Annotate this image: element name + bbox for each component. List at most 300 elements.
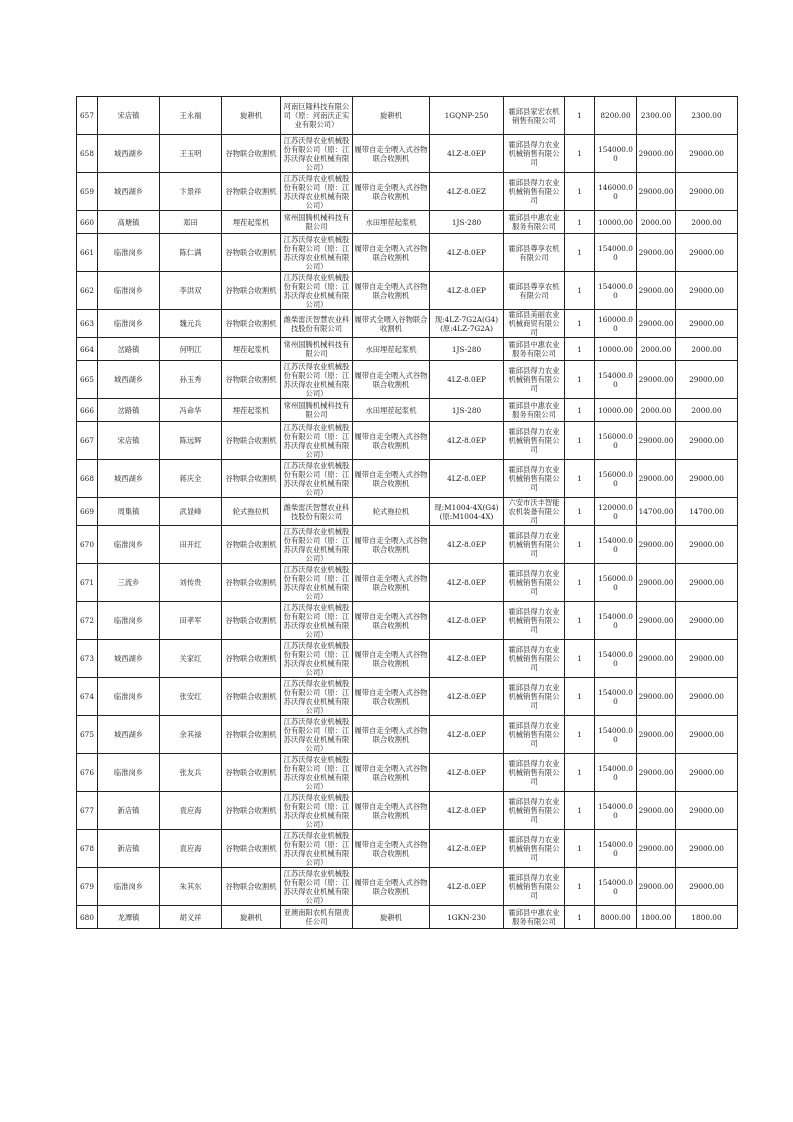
model-cell: 4LZ-8.0EP [430,526,504,564]
quantity-cell: 1 [565,310,595,338]
total-subsidy-cell: 29000.00 [676,135,738,173]
machine-category-cell: 谷物联合收割机 [222,310,281,338]
manufacturer-cell: 江苏沃得农业机械股份有限公司（原：江苏沃得农业机械有限公司） [281,868,353,906]
table-row [77,173,738,211]
row-number-cell: 673 [77,640,98,678]
table-row [77,640,738,678]
quantity-cell: 1 [565,135,595,173]
machine-category-cell: 谷物联合收割机 [222,361,281,399]
model-cell: 4LZ-8.0EP [430,422,504,460]
dealer-cell: 霍邱县得力农业机械销售有限公司 [504,526,565,564]
manufacturer-cell: 潍柴雷沃智慧农业科技股份有限公司 [281,310,353,338]
dealer-cell: 六安市沃丰智能农机装备有限公司 [504,498,565,526]
product-name-cell: 旋耕机 [353,906,430,929]
model-cell: 4LZ-8.0EP [430,460,504,498]
table-row [77,272,738,310]
product-name-cell: 履带自走全喂入式谷物联合收割机 [353,422,430,460]
unit-subsidy-cell: 14700.00 [637,498,676,526]
product-name-cell: 履带自走全喂入式谷物联合收割机 [353,868,430,906]
quantity-cell: 1 [565,868,595,906]
sale-price-cell: 154000.00 [595,830,637,868]
town-cell: 宋店镇 [98,97,160,135]
dealer-cell: 霍邱县得力农业机械销售有限公司 [504,422,565,460]
model-cell: 4LZ-8.0EP [430,272,504,310]
row-number-cell: 658 [77,135,98,173]
town-cell: 新店镇 [98,792,160,830]
town-cell: 城西湖乡 [98,716,160,754]
model-cell: 1JS-280 [430,399,504,422]
unit-subsidy-cell: 29000.00 [637,602,676,640]
unit-subsidy-cell: 2000.00 [637,211,676,234]
product-name-cell: 履带自走全喂入式谷物联合收割机 [353,526,430,564]
manufacturer-cell: 江苏沃得农业机械股份有限公司（原：江苏沃得农业机械有限公司） [281,526,353,564]
quantity-cell: 1 [565,830,595,868]
manufacturer-cell: 江苏沃得农业机械股份有限公司（原：江苏沃得农业机械有限公司） [281,135,353,173]
model-cell: 4LZ-8.0EP [430,716,504,754]
town-cell: 临淮岗乡 [98,272,160,310]
total-subsidy-cell: 29000.00 [676,460,738,498]
dealer-cell: 霍邱县得力农业机械销售有限公司 [504,361,565,399]
manufacturer-cell: 江苏沃得农业机械股份有限公司（原：江苏沃得农业机械有限公司） [281,173,353,211]
sale-price-cell: 156000.00 [595,460,637,498]
quantity-cell: 1 [565,211,595,234]
town-cell: 临淮岗乡 [98,310,160,338]
town-cell: 宋店镇 [98,422,160,460]
farmer-name-cell: 袁应海 [160,830,222,868]
town-cell: 城西湖乡 [98,460,160,498]
table-row [77,792,738,830]
sale-price-cell: 154000.00 [595,678,637,716]
farmer-name-cell: 张安红 [160,678,222,716]
row-number-cell: 671 [77,564,98,602]
model-cell: 4LZ-8.0EP [430,234,504,272]
town-cell: 高塘镇 [98,211,160,234]
dealer-cell: 霍邱县得力农业机械销售有限公司 [504,716,565,754]
quantity-cell: 1 [565,97,595,135]
machine-category-cell: 埋茬起浆机 [222,399,281,422]
sale-price-cell: 156000.00 [595,422,637,460]
machine-category-cell: 谷物联合收割机 [222,272,281,310]
quantity-cell: 1 [565,640,595,678]
unit-subsidy-cell: 29000.00 [637,310,676,338]
machine-category-cell: 埋茬起浆机 [222,338,281,361]
manufacturer-cell: 江苏沃得农业机械股份有限公司（原：江苏沃得农业机械有限公司） [281,422,353,460]
row-number-cell: 678 [77,830,98,868]
machine-category-cell: 谷物联合收割机 [222,716,281,754]
row-number-cell: 661 [77,234,98,272]
table-row [77,399,738,422]
manufacturer-cell: 江苏沃得农业机械股份有限公司（原：江苏沃得农业机械有限公司） [281,678,353,716]
town-cell: 城西湖乡 [98,135,160,173]
model-cell: 4LZ-8.0EP [430,640,504,678]
product-name-cell: 水田埋茬起浆机 [353,338,430,361]
model-cell: 1GKN-230 [430,906,504,929]
row-number-cell: 672 [77,602,98,640]
machine-category-cell: 谷物联合收割机 [222,792,281,830]
unit-subsidy-cell: 29000.00 [637,678,676,716]
total-subsidy-cell: 29000.00 [676,173,738,211]
product-name-cell: 履带自走全喂入式谷物联合收割机 [353,754,430,792]
unit-subsidy-cell: 29000.00 [637,754,676,792]
quantity-cell: 1 [565,173,595,211]
total-subsidy-cell: 29000.00 [676,564,738,602]
product-name-cell: 轮式拖拉机 [353,498,430,526]
farmer-name-cell: 张友兵 [160,754,222,792]
sale-price-cell: 10000.00 [595,211,637,234]
manufacturer-cell: 江苏沃得农业机械股份有限公司（原：江苏沃得农业机械有限公司） [281,272,353,310]
product-name-cell: 履带自走全喂入式谷物联合收割机 [353,792,430,830]
sale-price-cell: 8000.00 [595,906,637,929]
unit-subsidy-cell: 29000.00 [637,564,676,602]
row-number-cell: 662 [77,272,98,310]
table-row [77,498,738,526]
model-cell: 现:M1004-4X(G4)(原:M1004-4X) [430,498,504,526]
sale-price-cell: 154000.00 [595,526,637,564]
unit-subsidy-cell: 29000.00 [637,830,676,868]
machine-category-cell: 谷物联合收割机 [222,526,281,564]
model-cell: 4LZ-8.0EP [430,564,504,602]
sale-price-cell: 154000.00 [595,234,637,272]
machine-category-cell: 谷物联合收割机 [222,173,281,211]
quantity-cell: 1 [565,361,595,399]
total-subsidy-cell: 29000.00 [676,602,738,640]
total-subsidy-cell: 14700.00 [676,498,738,526]
dealer-cell: 霍邱县得力农业机械销售有限公司 [504,564,565,602]
row-number-cell: 674 [77,678,98,716]
table-row [77,310,738,338]
total-subsidy-cell: 2000.00 [676,338,738,361]
farmer-name-cell: 胡义祥 [160,906,222,929]
row-number-cell: 676 [77,754,98,792]
model-cell: 1GQNP-250 [430,97,504,135]
sale-price-cell: 160000.00 [595,310,637,338]
quantity-cell: 1 [565,460,595,498]
machine-category-cell: 谷物联合收割机 [222,754,281,792]
dealer-cell: 霍邱县得力农业机械销售有限公司 [504,460,565,498]
machine-category-cell: 旋耕机 [222,97,281,135]
unit-subsidy-cell: 29000.00 [637,234,676,272]
table-row [77,564,738,602]
table-row [77,830,738,868]
quantity-cell: 1 [565,399,595,422]
farmer-name-cell: 李洪双 [160,272,222,310]
product-name-cell: 履带自走全喂入式谷物联合收割机 [353,716,430,754]
row-number-cell: 670 [77,526,98,564]
manufacturer-cell: 江苏沃得农业机械股份有限公司（原：江苏沃得农业机械有限公司） [281,754,353,792]
dealer-cell: 霍邱县得力农业机械销售有限公司 [504,868,565,906]
table-row [77,602,738,640]
town-cell: 城西湖乡 [98,173,160,211]
total-subsidy-cell: 29000.00 [676,678,738,716]
dealer-cell: 霍邱县得力农业机械销售有限公司 [504,135,565,173]
table-row [77,716,738,754]
town-cell: 临淮岗乡 [98,234,160,272]
unit-subsidy-cell: 29000.00 [637,868,676,906]
total-subsidy-cell: 29000.00 [676,272,738,310]
quantity-cell: 1 [565,678,595,716]
farmer-name-cell: 陈仁满 [160,234,222,272]
table-row [77,361,738,399]
row-number-cell: 663 [77,310,98,338]
product-name-cell: 履带式全喂入谷物联合收割机 [353,310,430,338]
total-subsidy-cell: 2000.00 [676,211,738,234]
dealer-cell: 霍邱县尊享农机有限公司 [504,272,565,310]
farmer-name-cell: 田孝军 [160,602,222,640]
town-cell: 城西湖乡 [98,640,160,678]
total-subsidy-cell: 29000.00 [676,716,738,754]
sale-price-cell: 154000.00 [595,640,637,678]
town-cell: 三流乡 [98,564,160,602]
farmer-name-cell: 蒋庆全 [160,460,222,498]
total-subsidy-cell: 29000.00 [676,310,738,338]
model-cell: 1JS-280 [430,338,504,361]
model-cell: 现:4LZ-7G2A(G4)(原:4LZ-7G2A) [430,310,504,338]
machine-category-cell: 谷物联合收割机 [222,602,281,640]
sale-price-cell: 154000.00 [595,272,637,310]
product-name-cell: 履带自走全喂入式谷物联合收割机 [353,361,430,399]
product-name-cell: 履带自走全喂入式谷物联合收割机 [353,678,430,716]
table-row [77,868,738,906]
total-subsidy-cell: 1800.00 [676,906,738,929]
town-cell: 临淮岗乡 [98,526,160,564]
table-row [77,135,738,173]
table-row [77,460,738,498]
unit-subsidy-cell: 29000.00 [637,173,676,211]
unit-subsidy-cell: 29000.00 [637,460,676,498]
quantity-cell: 1 [565,234,595,272]
model-cell: 4LZ-8.0EP [430,678,504,716]
table-row [77,526,738,564]
dealer-cell: 霍邱县中惠农业服务有限公司 [504,338,565,361]
row-number-cell: 669 [77,498,98,526]
manufacturer-cell: 江苏沃得农业机械股份有限公司（原：江苏沃得农业机械有限公司） [281,361,353,399]
quantity-cell: 1 [565,754,595,792]
manufacturer-cell: 江苏沃得农业机械股份有限公司（原：江苏沃得农业机械有限公司） [281,460,353,498]
product-name-cell: 水田埋茬起浆机 [353,211,430,234]
unit-subsidy-cell: 29000.00 [637,716,676,754]
dealer-cell: 霍邱县中惠农业服务有限公司 [504,906,565,929]
unit-subsidy-cell: 2300.00 [637,97,676,135]
farmer-name-cell: 田开红 [160,526,222,564]
farmer-name-cell: 卞景祥 [160,173,222,211]
manufacturer-cell: 江苏沃得农业机械股份有限公司（原：江苏沃得农业机械有限公司） [281,234,353,272]
dealer-cell: 霍邱县家宏农机销售有限公司 [504,97,565,135]
sale-price-cell: 154000.00 [595,868,637,906]
product-name-cell: 履带自走全喂入式谷物联合收割机 [353,564,430,602]
unit-subsidy-cell: 29000.00 [637,422,676,460]
unit-subsidy-cell: 29000.00 [637,640,676,678]
manufacturer-cell: 常州国腾机械科技有限公司 [281,211,353,234]
town-cell: 新店镇 [98,830,160,868]
row-number-cell: 677 [77,792,98,830]
table-row [77,97,738,135]
farmer-name-cell: 陈远辉 [160,422,222,460]
total-subsidy-cell: 2300.00 [676,97,738,135]
farmer-name-cell: 郑田 [160,211,222,234]
model-cell: 4LZ-8.0EP [430,792,504,830]
quantity-cell: 1 [565,716,595,754]
manufacturer-cell: 江苏沃得农业机械股份有限公司（原：江苏沃得农业机械有限公司） [281,602,353,640]
manufacturer-cell: 亚澳南阳农机有限责任公司 [281,906,353,929]
table-row [77,906,738,929]
town-cell: 城西湖乡 [98,361,160,399]
table-row [77,338,738,361]
farmer-name-cell: 余其禄 [160,716,222,754]
row-number-cell: 679 [77,868,98,906]
model-cell: 4LZ-8.0EP [430,868,504,906]
manufacturer-cell: 江苏沃得农业机械股份有限公司（原：江苏沃得农业机械有限公司） [281,640,353,678]
dealer-cell: 霍邱县得力农业机械销售有限公司 [504,792,565,830]
product-name-cell: 履带自走全喂入式谷物联合收割机 [353,173,430,211]
table-row [77,678,738,716]
manufacturer-cell: 常州国腾机械科技有限公司 [281,338,353,361]
sale-price-cell: 120000.00 [595,498,637,526]
quantity-cell: 1 [565,906,595,929]
farmer-name-cell: 孙玉秀 [160,361,222,399]
farmer-name-cell: 关家红 [160,640,222,678]
town-cell: 临淮岗乡 [98,602,160,640]
town-cell: 临淮岗乡 [98,754,160,792]
unit-subsidy-cell: 29000.00 [637,792,676,830]
unit-subsidy-cell: 1800.00 [637,906,676,929]
total-subsidy-cell: 29000.00 [676,640,738,678]
machine-category-cell: 谷物联合收割机 [222,135,281,173]
row-number-cell: 657 [77,97,98,135]
unit-subsidy-cell: 29000.00 [637,361,676,399]
table-row [77,211,738,234]
table-row [77,422,738,460]
table-row [77,234,738,272]
sale-price-cell: 154000.00 [595,754,637,792]
farmer-name-cell: 刘传贵 [160,564,222,602]
model-cell: 4LZ-8.0EP [430,361,504,399]
quantity-cell: 1 [565,272,595,310]
subsidy-table [76,96,738,929]
town-cell: 临淮岗乡 [98,678,160,716]
manufacturer-cell: 河南巨隆科技有限公司（原：河南沃正实业有限公司） [281,97,353,135]
row-number-cell: 665 [77,361,98,399]
machine-category-cell: 谷物联合收割机 [222,422,281,460]
total-subsidy-cell: 2000.00 [676,399,738,422]
manufacturer-cell: 江苏沃得农业机械股份有限公司（原：江苏沃得农业机械有限公司） [281,830,353,868]
product-name-cell: 水田埋茬起浆机 [353,399,430,422]
quantity-cell: 1 [565,498,595,526]
sale-price-cell: 146000.00 [595,173,637,211]
sale-price-cell: 10000.00 [595,338,637,361]
row-number-cell: 680 [77,906,98,929]
sale-price-cell: 154000.00 [595,792,637,830]
row-number-cell: 666 [77,399,98,422]
manufacturer-cell: 江苏沃得农业机械股份有限公司（原：江苏沃得农业机械有限公司） [281,564,353,602]
total-subsidy-cell: 29000.00 [676,234,738,272]
product-name-cell: 履带自走全喂入式谷物联合收割机 [353,135,430,173]
machine-category-cell: 谷物联合收割机 [222,460,281,498]
sale-price-cell: 154000.00 [595,602,637,640]
table-row [77,754,738,792]
dealer-cell: 霍邱县得力农业机械销售有限公司 [504,640,565,678]
model-cell: 4LZ-8.0EP [430,602,504,640]
unit-subsidy-cell: 29000.00 [637,135,676,173]
quantity-cell: 1 [565,338,595,361]
model-cell: 4LZ-8.0EP [430,135,504,173]
quantity-cell: 1 [565,564,595,602]
dealer-cell: 霍邱县中惠农业服务有限公司 [504,399,565,422]
row-number-cell: 664 [77,338,98,361]
dealer-cell: 霍邱县得力农业机械销售有限公司 [504,173,565,211]
product-name-cell: 履带自走全喂入式谷物联合收割机 [353,830,430,868]
quantity-cell: 1 [565,602,595,640]
total-subsidy-cell: 29000.00 [676,792,738,830]
farmer-name-cell: 王玉明 [160,135,222,173]
machine-category-cell: 谷物联合收割机 [222,830,281,868]
total-subsidy-cell: 29000.00 [676,868,738,906]
total-subsidy-cell: 29000.00 [676,830,738,868]
manufacturer-cell: 江苏沃得农业机械股份有限公司（原：江苏沃得农业机械有限公司） [281,792,353,830]
dealer-cell: 霍邱县得力农业机械销售有限公司 [504,678,565,716]
sale-price-cell: 156000.00 [595,564,637,602]
sale-price-cell: 154000.00 [595,361,637,399]
total-subsidy-cell: 29000.00 [676,754,738,792]
machine-category-cell: 谷物联合收割机 [222,564,281,602]
model-cell: 4LZ-8.0EP [430,830,504,868]
unit-subsidy-cell: 29000.00 [637,272,676,310]
farmer-name-cell: 冯命华 [160,399,222,422]
dealer-cell: 霍邱县得力农业机械销售有限公司 [504,754,565,792]
town-cell: 岔路镇 [98,338,160,361]
row-number-cell: 659 [77,173,98,211]
farmer-name-cell: 朱其东 [160,868,222,906]
total-subsidy-cell: 29000.00 [676,422,738,460]
total-subsidy-cell: 29000.00 [676,526,738,564]
sale-price-cell: 8200.00 [595,97,637,135]
quantity-cell: 1 [565,422,595,460]
model-cell: 1JS-280 [430,211,504,234]
row-number-cell: 667 [77,422,98,460]
machine-category-cell: 轮式拖拉机 [222,498,281,526]
machine-category-cell: 谷物联合收割机 [222,640,281,678]
unit-subsidy-cell: 2000.00 [637,338,676,361]
farmer-name-cell: 袁应海 [160,792,222,830]
town-cell: 周集镇 [98,498,160,526]
machine-category-cell: 旋耕机 [222,906,281,929]
quantity-cell: 1 [565,792,595,830]
table-body [77,97,738,929]
farmer-name-cell: 武显峰 [160,498,222,526]
unit-subsidy-cell: 2000.00 [637,399,676,422]
manufacturer-cell: 江苏沃得农业机械股份有限公司（原：江苏沃得农业机械有限公司） [281,716,353,754]
quantity-cell: 1 [565,526,595,564]
product-name-cell: 履带自走全喂入式谷物联合收割机 [353,640,430,678]
product-name-cell: 履带自走全喂入式谷物联合收割机 [353,602,430,640]
model-cell: 4LZ-8.0EZ [430,173,504,211]
sale-price-cell: 10000.00 [595,399,637,422]
dealer-cell: 霍邱县得力农业机械销售有限公司 [504,602,565,640]
machine-category-cell: 埋茬起浆机 [222,211,281,234]
town-cell: 岔路镇 [98,399,160,422]
town-cell: 龙潭镇 [98,906,160,929]
farmer-name-cell: 魏元兵 [160,310,222,338]
farmer-name-cell: 王永福 [160,97,222,135]
farmer-name-cell: 何明江 [160,338,222,361]
model-cell: 4LZ-8.0EP [430,754,504,792]
total-subsidy-cell: 29000.00 [676,361,738,399]
product-name-cell: 履带自走全喂入式谷物联合收割机 [353,460,430,498]
unit-subsidy-cell: 29000.00 [637,526,676,564]
dealer-cell: 霍邱县得力农业机械销售有限公司 [504,830,565,868]
row-number-cell: 660 [77,211,98,234]
dealer-cell: 霍邱县中惠农业服务有限公司 [504,211,565,234]
machine-category-cell: 谷物联合收割机 [222,234,281,272]
